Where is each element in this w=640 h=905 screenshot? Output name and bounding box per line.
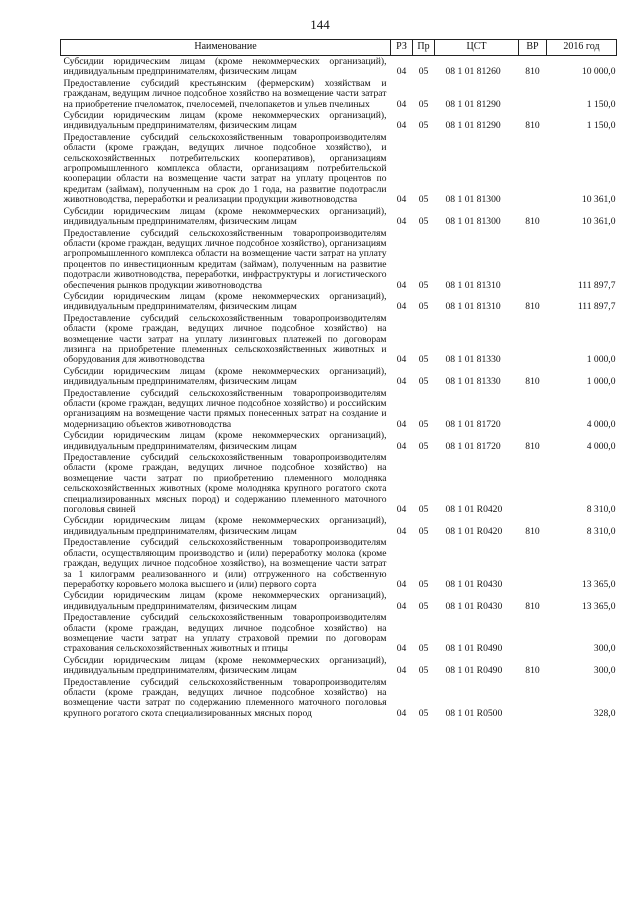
row-vr: 810 bbox=[525, 525, 540, 537]
row-cst: 08 1 01 R0420 bbox=[445, 525, 503, 537]
row-amount: 111 897,7 bbox=[577, 279, 616, 291]
row-amount: 4 000,0 bbox=[586, 440, 616, 452]
row-vr: 810 bbox=[525, 216, 540, 228]
row-pr: 05 bbox=[418, 194, 429, 206]
row-name: Предоставление субсидий сельскохозяйственным товаропроизводителям области (кроме граждан, ведущих личное подсобное хозяйство) на возмещение части затрат по содержанию племенного маточного поголовья крупного рогатого скота специализированных мясных пород bbox=[63, 676, 387, 719]
row-vr bbox=[519, 612, 547, 655]
row-amount: 300,0 bbox=[593, 665, 616, 677]
row-vr bbox=[519, 313, 547, 366]
row-pr: 05 bbox=[418, 279, 429, 291]
row-rz: 04 bbox=[396, 504, 407, 516]
row-rz: 04 bbox=[396, 440, 407, 452]
row-cst: 08 1 01 81290 bbox=[445, 120, 501, 132]
header-pr: Пр bbox=[413, 40, 435, 56]
row-vr: 810 bbox=[525, 120, 540, 132]
row-rz: 04 bbox=[396, 707, 407, 719]
row-name: Предоставление субсидий сельскохозяйственным товаропроизводителям области, осуществляющим производство и (или) переработку молока (кроме граждан, ведущих личное подсобное хозяйство), на возмещение части затрат за 1 килограмм реализованного и (или) отгруженного на собственную переработку коровьего молока высшего и (или) первого сорта bbox=[63, 537, 387, 590]
row-pr: 05 bbox=[418, 216, 429, 228]
row-rz: 04 bbox=[396, 301, 407, 313]
table-row bbox=[61, 388, 617, 431]
row-cst: 08 1 01 81290 bbox=[445, 98, 501, 110]
row-rz: 04 bbox=[396, 216, 407, 228]
row-rz: 04 bbox=[396, 376, 407, 388]
row-name: Субсидии юридическим лицам (кроме некоммерческих организаций), индивидуальным предпринимателям, физическим лицам bbox=[63, 205, 387, 228]
table-row bbox=[61, 515, 617, 537]
row-cst: 08 1 01 81720 bbox=[445, 418, 501, 430]
row-cst: 08 1 01 R0500 bbox=[445, 707, 503, 719]
row-pr: 05 bbox=[418, 354, 429, 366]
row-rz: 04 bbox=[396, 194, 407, 206]
row-name: Предоставление субсидий сельскохозяйственным товаропроизводителям области (кроме граждан, ведущих личное подсобное хозяйство) на возмещение части затрат на уплату страховой премии по договорам страхования сельскохозяйственных животных и птицы bbox=[63, 612, 387, 655]
page-number: 144 bbox=[310, 17, 330, 32]
row-vr: 810 bbox=[525, 301, 540, 313]
row-name: Предоставление субсидий сельскохозяйственным товаропроизводителям области (кроме граждан, ведущих личное подсобное хозяйство), организациям агропромышленного комплекса области на возмещение части затрат на уплату процентов по инвестиционным кредитам (займам), полученным на развитие подотрасли животноводства, переработки, инфраструктуры и логистического обеспечения рынков продукции животноводства bbox=[63, 227, 387, 291]
row-vr: 810 bbox=[525, 600, 540, 612]
row-cst: 08 1 01 81720 bbox=[445, 440, 501, 452]
table-row bbox=[61, 228, 617, 291]
header-name: Наименование bbox=[61, 40, 391, 56]
row-pr: 05 bbox=[418, 578, 429, 590]
row-cst: 08 1 01 R0490 bbox=[445, 665, 503, 677]
row-amount: 10 000,0 bbox=[581, 66, 616, 78]
row-name: Субсидии юридическим лицам (кроме некоммерческих организаций), индивидуальным предпринимателям, физическим лицам bbox=[63, 590, 387, 612]
row-amount: 1 150,0 bbox=[586, 98, 616, 110]
row-pr: 05 bbox=[418, 120, 429, 132]
row-cst: 08 1 01 81310 bbox=[445, 279, 501, 291]
table-row bbox=[61, 590, 617, 612]
row-name: Субсидии юридическим лицам (кроме некоммерческих организаций), индивидуальным предпринимателям, физическим лицам bbox=[63, 290, 387, 313]
header-year: 2016 год bbox=[547, 40, 617, 56]
row-amount: 13 365,0 bbox=[581, 600, 616, 612]
table-row bbox=[61, 56, 617, 78]
row-amount: 10 361,0 bbox=[581, 194, 616, 206]
row-pr: 05 bbox=[418, 440, 429, 452]
row-rz: 04 bbox=[396, 66, 407, 78]
row-cst: 08 1 01 81260 bbox=[445, 66, 501, 78]
budget-table bbox=[60, 39, 617, 719]
row-cst: 08 1 01 81310 bbox=[445, 301, 501, 313]
table-row bbox=[61, 612, 617, 655]
row-rz: 04 bbox=[396, 525, 407, 537]
row-amount: 1 000,0 bbox=[586, 376, 616, 388]
row-name: Предоставление субсидий сельскохозяйственным товаропроизводителям области (кроме граждан, ведущих личное подсобное хозяйство), и сельскохозяйственных потребительских кооперативов), организациям агропромышленного комплекса области, организациям потребительской кооперации области на возмещение части затрат на уплату процентов по кредитам (займам), полученным на срок до 1 года, на развитие подотрасли животноводства, переработки и реализации продукции животноводства bbox=[63, 131, 387, 206]
row-rz: 04 bbox=[396, 665, 407, 677]
row-name: Субсидии юридическим лицам (кроме некоммерческих организаций), индивидуальным предпринимателям, физическим лицам bbox=[63, 56, 387, 78]
table-row bbox=[61, 677, 617, 720]
row-name: Предоставление субсидий сельскохозяйственным товаропроизводителям области (кроме граждан, ведущих личное подсобное хозяйство) и российским организациям на возмещение части прямых понесенных затрат на создание и модернизацию объектов животноводства bbox=[63, 387, 387, 430]
row-pr: 05 bbox=[418, 301, 429, 313]
row-rz: 04 bbox=[396, 279, 407, 291]
row-rz: 04 bbox=[396, 418, 407, 430]
table-row bbox=[61, 132, 617, 206]
row-amount: 8 310,0 bbox=[586, 504, 616, 516]
header-cst: ЦСТ bbox=[435, 40, 519, 56]
row-amount: 328,0 bbox=[593, 707, 616, 719]
row-amount: 8 310,0 bbox=[586, 525, 616, 537]
row-pr: 05 bbox=[418, 600, 429, 612]
row-vr bbox=[519, 452, 547, 515]
row-vr bbox=[519, 78, 547, 110]
row-pr: 05 bbox=[418, 504, 429, 516]
table-header-row bbox=[61, 40, 617, 56]
row-name: Субсидии юридическим лицам (кроме некоммерческих организаций), индивидуальным предпринимателям, физическим лицам bbox=[63, 430, 387, 452]
row-amount: 13 365,0 bbox=[581, 578, 616, 590]
row-vr bbox=[519, 132, 547, 206]
table-row bbox=[61, 537, 617, 590]
header-rz: РЗ bbox=[391, 40, 413, 56]
row-amount: 10 361,0 bbox=[581, 216, 616, 228]
row-pr: 05 bbox=[418, 707, 429, 719]
row-pr: 05 bbox=[418, 418, 429, 430]
row-rz: 04 bbox=[396, 643, 407, 655]
row-name: Субсидии юридическим лицам (кроме некоммерческих организаций), индивидуальным предпринимателям, физическим лицам bbox=[63, 654, 387, 677]
table-row bbox=[61, 313, 617, 366]
table-row bbox=[61, 452, 617, 515]
row-cst: 08 1 01 R0420 bbox=[445, 504, 503, 516]
row-rz: 04 bbox=[396, 578, 407, 590]
table-row bbox=[61, 78, 617, 110]
header-vr: ВР bbox=[519, 40, 547, 56]
table-row bbox=[61, 291, 617, 313]
table-row bbox=[61, 655, 617, 677]
row-rz: 04 bbox=[396, 98, 407, 110]
table-row bbox=[61, 430, 617, 452]
row-pr: 05 bbox=[418, 98, 429, 110]
row-amount: 111 897,7 bbox=[577, 301, 616, 313]
row-name: Субсидии юридическим лицам (кроме некоммерческих организаций), индивидуальным предпринимателям, физическим лицам bbox=[63, 515, 387, 537]
row-amount: 300,0 bbox=[593, 643, 616, 655]
row-vr bbox=[519, 537, 547, 590]
row-cst: 08 1 01 R0430 bbox=[445, 600, 503, 612]
row-vr: 810 bbox=[525, 376, 540, 388]
row-cst: 08 1 01 R0490 bbox=[445, 643, 503, 655]
table-row bbox=[61, 206, 617, 228]
row-cst: 08 1 01 81330 bbox=[445, 354, 501, 366]
row-vr bbox=[519, 228, 547, 291]
row-name: Субсидии юридическим лицам (кроме некоммерческих организаций), индивидуальным предпринимателям, физическим лицам bbox=[63, 365, 387, 388]
row-name: Предоставление субсидий сельскохозяйственным товаропроизводителям области (кроме граждан, ведущих личное подсобное хозяйство) на возмещение части затрат по приобретению племенного молодняка сельскохозяйственных животных (кроме молодняка крупного рогатого скота специализированных мясных пород) и содержанию племенного маточного поголовья свиней bbox=[63, 452, 387, 516]
row-amount: 1 150,0 bbox=[586, 120, 616, 132]
row-rz: 04 bbox=[396, 120, 407, 132]
row-pr: 05 bbox=[418, 643, 429, 655]
row-cst: 08 1 01 R0430 bbox=[445, 578, 503, 590]
row-vr bbox=[519, 677, 547, 720]
row-rz: 04 bbox=[396, 354, 407, 366]
row-pr: 05 bbox=[418, 376, 429, 388]
row-pr: 05 bbox=[418, 66, 429, 78]
row-pr: 05 bbox=[418, 665, 429, 677]
row-name: Предоставление субсидий сельскохозяйственным товаропроизводителям области (кроме граждан, ведущих личное подсобное хозяйство) на возмещение части затрат на уплату лизинговых платежей по договорам лизинга на приобретение племенных сельскохозяйственных животных и оборудования для животноводства bbox=[63, 312, 387, 366]
table-row bbox=[61, 366, 617, 388]
row-amount: 1 000,0 bbox=[586, 354, 616, 366]
row-vr: 810 bbox=[525, 440, 540, 452]
row-name: Предоставление субсидий крестьянским (фермерским) хозяйствам и гражданам, ведущим личное подсобное хозяйство на возмещение части затрат на приобретение пчеломаток, пчелосемей, пчелопакетов и ульев пчелиных bbox=[63, 77, 387, 110]
row-cst: 08 1 01 81330 bbox=[445, 376, 501, 388]
row-vr bbox=[519, 388, 547, 431]
table-row bbox=[61, 110, 617, 132]
row-amount: 4 000,0 bbox=[586, 418, 616, 430]
row-rz: 04 bbox=[396, 600, 407, 612]
row-vr: 810 bbox=[525, 665, 540, 677]
row-pr: 05 bbox=[418, 525, 429, 537]
row-cst: 08 1 01 81300 bbox=[445, 216, 501, 228]
row-cst: 08 1 01 81300 bbox=[445, 194, 501, 206]
row-vr: 810 bbox=[525, 66, 540, 78]
row-name: Субсидии юридическим лицам (кроме некоммерческих организаций), индивидуальным предпринимателям, физическим лицам bbox=[63, 110, 387, 132]
